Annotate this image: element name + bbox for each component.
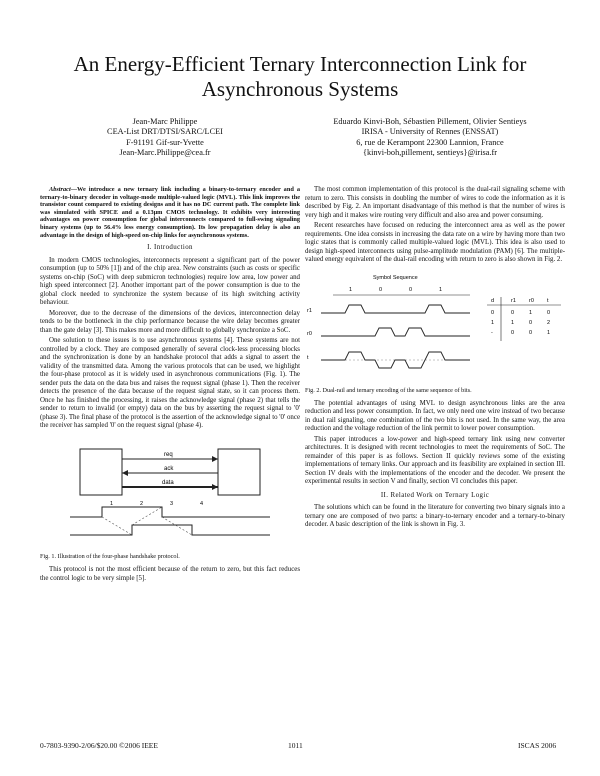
- sequence-value: 0: [409, 286, 413, 293]
- sequence-label: Symbol Sequence: [373, 274, 418, 281]
- transition-2: [132, 507, 162, 525]
- paragraph: Recent researches have focused on reducing the interconnect area as well as the power requirements. One idea consists in increasing the data rate on a wire by having more than two logic states that is commonly called multiple-valued logic (MVL). This idea is also used to design high-speed interconnects using pulse-amplitude modulation (PAM) [6]. The multiple-valued energy equivalent of the dual-rail encoding with return to zero is also shown in Fig. 2.: [305, 222, 565, 263]
- footer-page-number: 1011: [288, 741, 303, 750]
- title-line-1: An Energy-Efficient Ternary Interconnection Link for: [73, 52, 527, 76]
- author-block-right: [300, 117, 560, 159]
- author-city: F-91191 Gif-sur-Yvette: [126, 137, 204, 147]
- data-label: data: [162, 479, 174, 486]
- figure-2-caption: Fig. 2. Dual-rail and ternary encoding of the same sequence of bits.: [305, 386, 472, 394]
- table-cell: 1: [511, 319, 515, 326]
- req-label: req: [164, 451, 173, 458]
- table-cell: 0: [547, 309, 551, 316]
- table-header: d: [491, 297, 495, 304]
- table-cell: 0: [511, 309, 515, 316]
- abstract-text: We introduce a new ternary link including a binary-to-ternary encoder and a ternary-to-binary decoder in voltage-mode multiple-valued logic (MVL). This link improves the transistor count compared to existing designs and it has no DC current path. The complete link was simulated with SPICE and a 0.13μm CMOS technology. It exhibits very interesting advantages on power consumption for global interconnects compared to full-swing signaling binary systems (up to 56.4% less energy consumption). Its low propagation delay is also an advantage in the design of high-speed on-chip links for asynchronous systems.: [40, 186, 300, 239]
- left-column: [40, 186, 300, 585]
- row-label-r0: r0: [307, 330, 312, 337]
- abstract-label: Abstract—: [49, 186, 77, 193]
- author-affiliation: CEA-List DRT/DTSI/SARC/LCEI: [107, 127, 223, 137]
- phase-3-label: 3: [170, 500, 174, 507]
- paragraph: The potential advantages of using MVL to design asynchronous links are the area reduction and less power consumption. In fact, we only need one wire instead of two because in dual rail signaling, one combination of the two bits is not used. In the same way, the area reduction and the voltage reduction of the link permit to lower power consumption.: [305, 399, 565, 433]
- handshake-diagram: [40, 435, 300, 551]
- sequence-value: 1: [439, 286, 443, 293]
- transition-1: [102, 517, 132, 535]
- transition-3: [162, 517, 192, 535]
- figure-1: [40, 435, 300, 551]
- author-city: 6, rue de Kerampont 22300 Lannion, France: [356, 137, 504, 147]
- author-email: Jean-Marc.Philippe@cea.fr: [119, 148, 211, 158]
- footer-conference: ISCAS 2006: [518, 741, 557, 750]
- paragraph: This paper introduces a low-power and high-speed ternary link using new converter architectures. It is designed with recent technologies to meet the requirements of SoC. The remainder of this paper is as follows. Section II quickly reviews some of the existing implementations of ternary links. Our approach and its feasibility are explained in section III. Section IV deals with the implementations of the encoder and the decoder. We present the experimental results in section V and finally, section VI concludes this paper.: [305, 435, 565, 486]
- r1-waveform: [321, 305, 470, 313]
- row-label-r1: r1: [307, 307, 312, 314]
- paragraph: The solutions which can be found in the literature for converting two binary signals into a ternary one are composed of two parts: a binary-to-ternary encoder and a ternary-to-binary decoder. A basic description of the link is shown in Fig. 3.: [305, 504, 565, 529]
- table-cell: 2: [547, 319, 551, 326]
- footer-copyright: 0-7803-9390-2/06/$20.00 ©2006 IEEE: [40, 741, 158, 750]
- sequence-value: 0: [379, 286, 383, 293]
- ack-label: ack: [164, 465, 174, 472]
- author-name: Jean-Marc Philippe: [132, 117, 198, 126]
- table-cell: 0: [529, 319, 533, 326]
- ack-waveform: [70, 525, 270, 535]
- section-heading-related-work: II. Related Work on Ternary Logic: [380, 491, 490, 499]
- author-affiliation: IRISA - University of Rennes (ENSSAT): [361, 127, 499, 137]
- table-header: r1: [511, 297, 516, 304]
- table-header: t: [547, 297, 549, 304]
- paragraph: The most common implementation of this protocol is the dual-rail signaling scheme with return to zero. This consists in doubling the number of wires to code the information as it is described by Fig. 2. An important disadvantage of this method is that the number of wires is very high and it makes wire routing very difficult and also area and power consuming.: [305, 186, 565, 219]
- title-line-2: Asynchronous Systems: [201, 77, 399, 101]
- encoding-diagram: [305, 269, 565, 385]
- table-cell: 1: [491, 319, 495, 326]
- paragraph: In modern CMOS technologies, interconnects represent a significant part of the power consumption (up to 50% [1]) and of the chip area. New constraints (such as costs or specific systems on-chip (SoC) with deep submicron technologies) require low area, low power and high speed interconnect [2]. Another important part of the power consumption is due to the global clock needed to synchronize the system because of its high switching activity behaviour.: [40, 256, 300, 307]
- paper-title: [40, 52, 560, 102]
- r0-waveform: [321, 328, 470, 336]
- author-block-left: [40, 117, 290, 159]
- table-cell: 0: [491, 309, 495, 316]
- author-name: Eduardo Kinvi-Boh, Sébastien Pillement, Olivier Sentieys: [333, 117, 527, 126]
- table-header: r0: [529, 297, 534, 304]
- req-arrow: [212, 456, 218, 462]
- t-waveform: [321, 352, 470, 368]
- ack-arrow: [122, 470, 128, 476]
- req-waveform: [70, 507, 270, 517]
- author-email: {kinvi-boh,pillement, sentieys}@irisa.fr: [362, 148, 498, 158]
- paragraph: Moreover, due to the decrease of the dimensions of the devices, interconnection delay tends to be the bottleneck in the chip performance because the wire delay becomes greater than the gate delay [3]. This makes more and more difficult to globally synchronize a SoC.: [40, 309, 300, 334]
- abstract: [40, 186, 300, 239]
- section-heading-introduction: I. Introduction: [147, 244, 193, 252]
- paragraph: This protocol is not the most efficient because of the return to zero, but this fact reduces the control logic to be very simple [5].: [40, 566, 300, 582]
- phase-2-label: 2: [140, 500, 144, 507]
- table-cell: 1: [529, 309, 533, 316]
- table-cell: 0: [529, 329, 533, 336]
- paragraph: One solution to these issues is to use asynchronous systems [4]. These systems are not controlled by a clock. They are composed generally of several clock-less processing blocks and the synchronization is done by an handshake protocol that adds a signal to assert the validity of the transmitted data. Among the various protocols that can be used, we highlight the four-phase protocol as it is widely used in asynchronous communications (Fig. 1). The sender puts the data on the data bus and raises the request signal (phase 1). Then the receiver detects the presence of the data because of the request signal state, so it can process them. Once he has finished the processing, it raises the acknowledge signal (phase 2) that tells the sender to return to invalid (or empty) data on the bus by asserting the request signal to '0' (phase 3). The final phase of the protocol is the assertion of the acknowledge signal to '0' once the receiver has sampled '0' on the request signal (phase 4).: [40, 337, 300, 430]
- sequence-value: 1: [349, 286, 353, 293]
- data-arrow: [212, 484, 218, 490]
- table-cell: 1: [547, 329, 551, 336]
- figure-2: [305, 269, 565, 385]
- right-column: [305, 186, 565, 532]
- figure-1-caption: Fig. 1. Illustration of the four-phase handshake protocol.: [40, 552, 180, 560]
- row-label-t: t: [307, 354, 309, 361]
- phase-1-label: 1: [110, 500, 114, 507]
- phase-4-label: 4: [200, 500, 204, 507]
- table-cell: 0: [511, 329, 515, 336]
- receiver-block: [218, 449, 260, 495]
- sender-block: [80, 449, 122, 495]
- table-cell: -: [491, 329, 493, 336]
